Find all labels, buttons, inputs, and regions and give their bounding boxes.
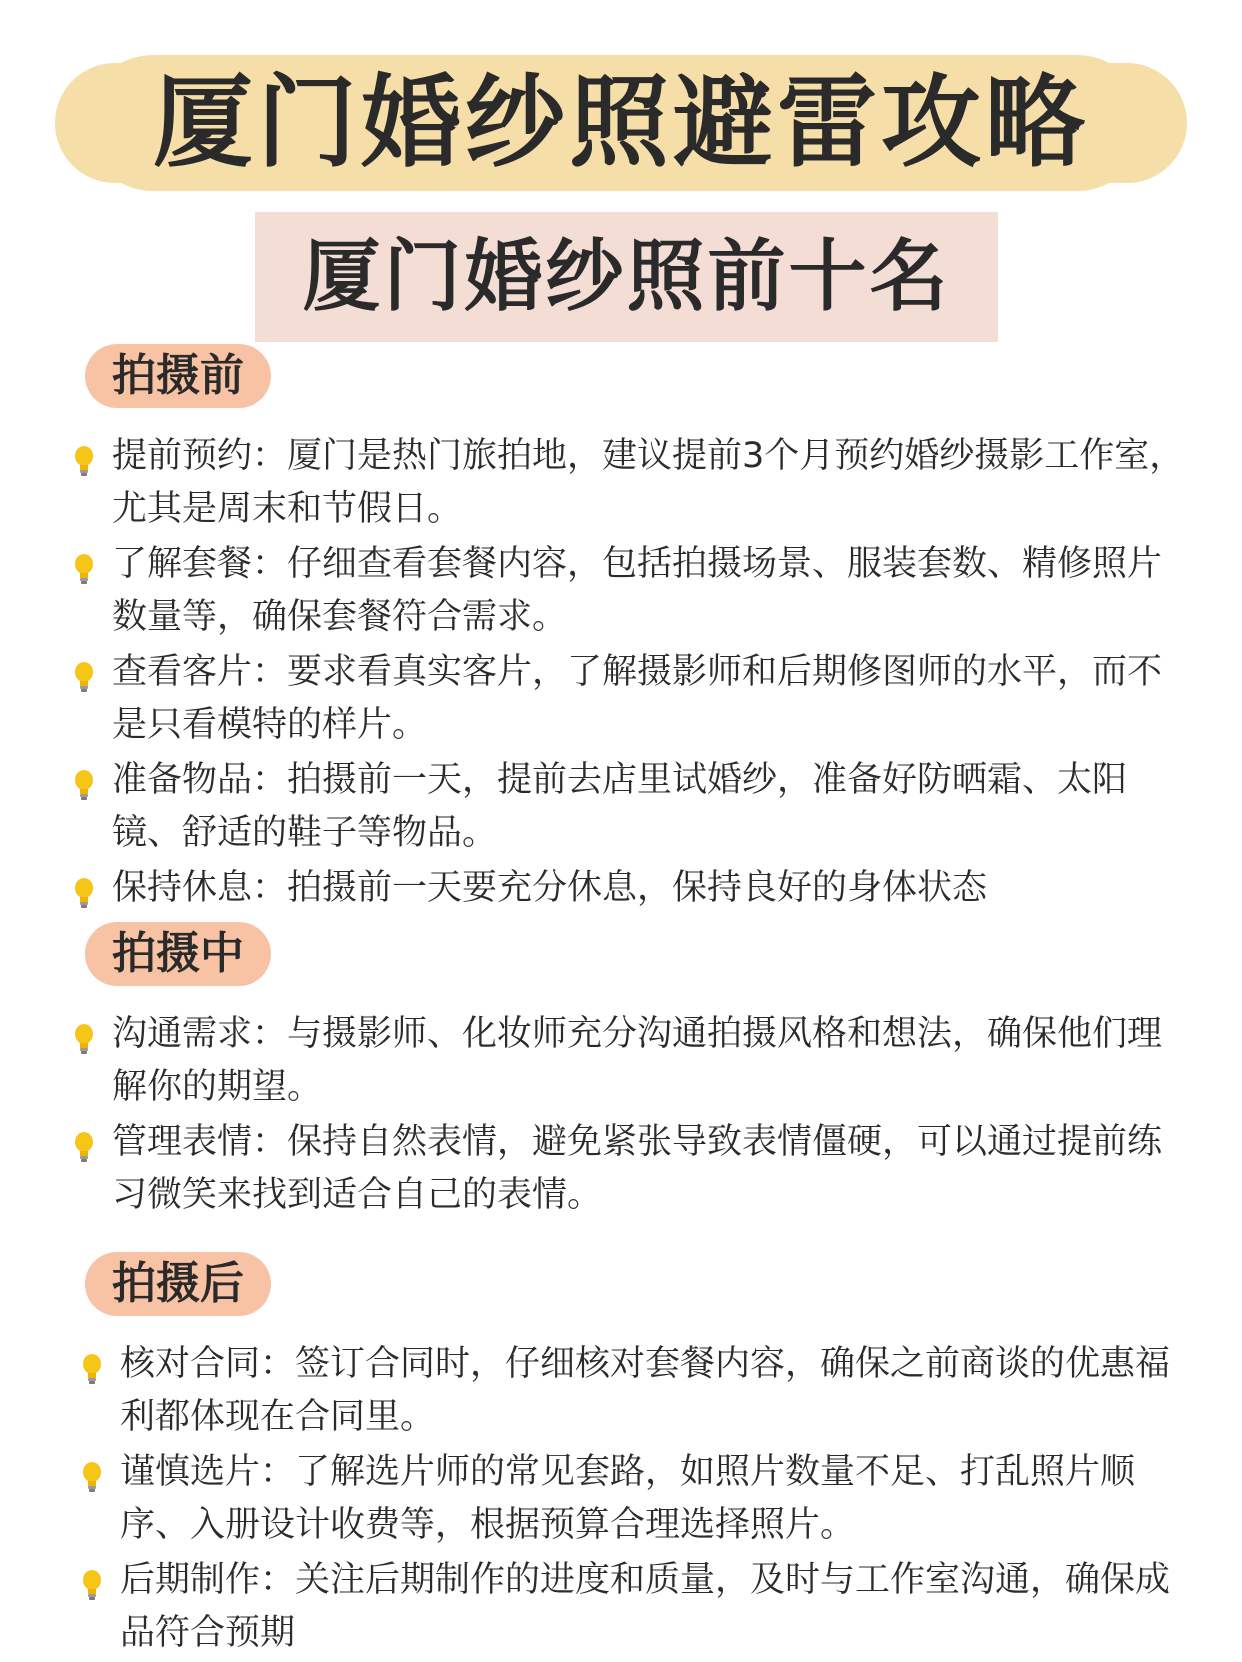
- lightbulb-icon: [72, 552, 96, 586]
- list-item-text: 保持休息：拍摄前一天要充分休息，保持良好的身体状态: [112, 868, 988, 908]
- section-heading-before: 拍摄前: [85, 344, 271, 408]
- list-item: [78, 1554, 1198, 1660]
- list-item: [70, 1008, 1190, 1114]
- section-list-after: [78, 1338, 1198, 1662]
- list-item-text: 准备物品：拍摄前一天，提前去店里试婚纱，准备好防晒霜、太阳镜、舒适的鞋子等物品。: [112, 760, 1128, 853]
- section-list-during: [70, 1008, 1190, 1224]
- list-item-text: 提前预约：厦门是热门旅拍地，建议提前3个月预约婚纱摄影工作室，尤其是周末和节假日。: [112, 436, 1185, 529]
- lightbulb-icon: [72, 1130, 96, 1164]
- list-item-text: 沟通需求：与摄影师、化妆师充分沟通拍摄风格和想法，确保他们理解你的期望。: [112, 1014, 1163, 1107]
- list-item: [70, 1116, 1190, 1222]
- list-item: [70, 754, 1190, 860]
- lightbulb-icon: [80, 1352, 104, 1386]
- section-heading-during: 拍摄中: [85, 922, 271, 986]
- list-item: [70, 538, 1190, 644]
- list-item: [78, 1338, 1198, 1444]
- lightbulb-icon: [72, 768, 96, 802]
- list-item: [70, 430, 1190, 536]
- section-heading-after: 拍摄后: [85, 1252, 271, 1316]
- list-item-text: 查看客片：要求看真实客片，了解摄影师和后期修图师的水平，而不是只看模特的样片。: [112, 652, 1163, 745]
- page-subtitle: 厦门婚纱照前十名: [255, 212, 998, 342]
- list-item-text: 谨慎选片：了解选片师的常见套路，如照片数量不足、打乱照片顺序、入册设计收费等，根据预算合理选择照片。: [120, 1452, 1136, 1545]
- lightbulb-icon: [72, 876, 96, 910]
- section-list-before: [70, 430, 1190, 917]
- page-title: 厦门婚纱照避雷攻略: [153, 64, 1089, 181]
- title-banner: [55, 55, 1187, 190]
- lightbulb-icon: [72, 660, 96, 694]
- lightbulb-icon: [80, 1460, 104, 1494]
- list-item-text: 核对合同：签订合同时，仔细核对套餐内容，确保之前商谈的优惠福利都体现在合同里。: [120, 1344, 1171, 1437]
- list-item: [78, 1446, 1198, 1552]
- list-item: [70, 862, 1190, 915]
- lightbulb-icon: [80, 1568, 104, 1602]
- lightbulb-icon: [72, 444, 96, 478]
- list-item: [70, 646, 1190, 752]
- lightbulb-icon: [72, 1022, 96, 1056]
- list-item-text: 后期制作：关注后期制作的进度和质量，及时与工作室沟通，确保成品符合预期: [120, 1560, 1171, 1653]
- list-item-text: 管理表情：保持自然表情，避免紧张导致表情僵硬，可以通过提前练习微笑来找到适合自己的表情。: [112, 1122, 1163, 1215]
- list-item-text: 了解套餐：仔细查看套餐内容，包括拍摄场景、服装套数、精修照片数量等，确保套餐符合需求。: [112, 544, 1163, 637]
